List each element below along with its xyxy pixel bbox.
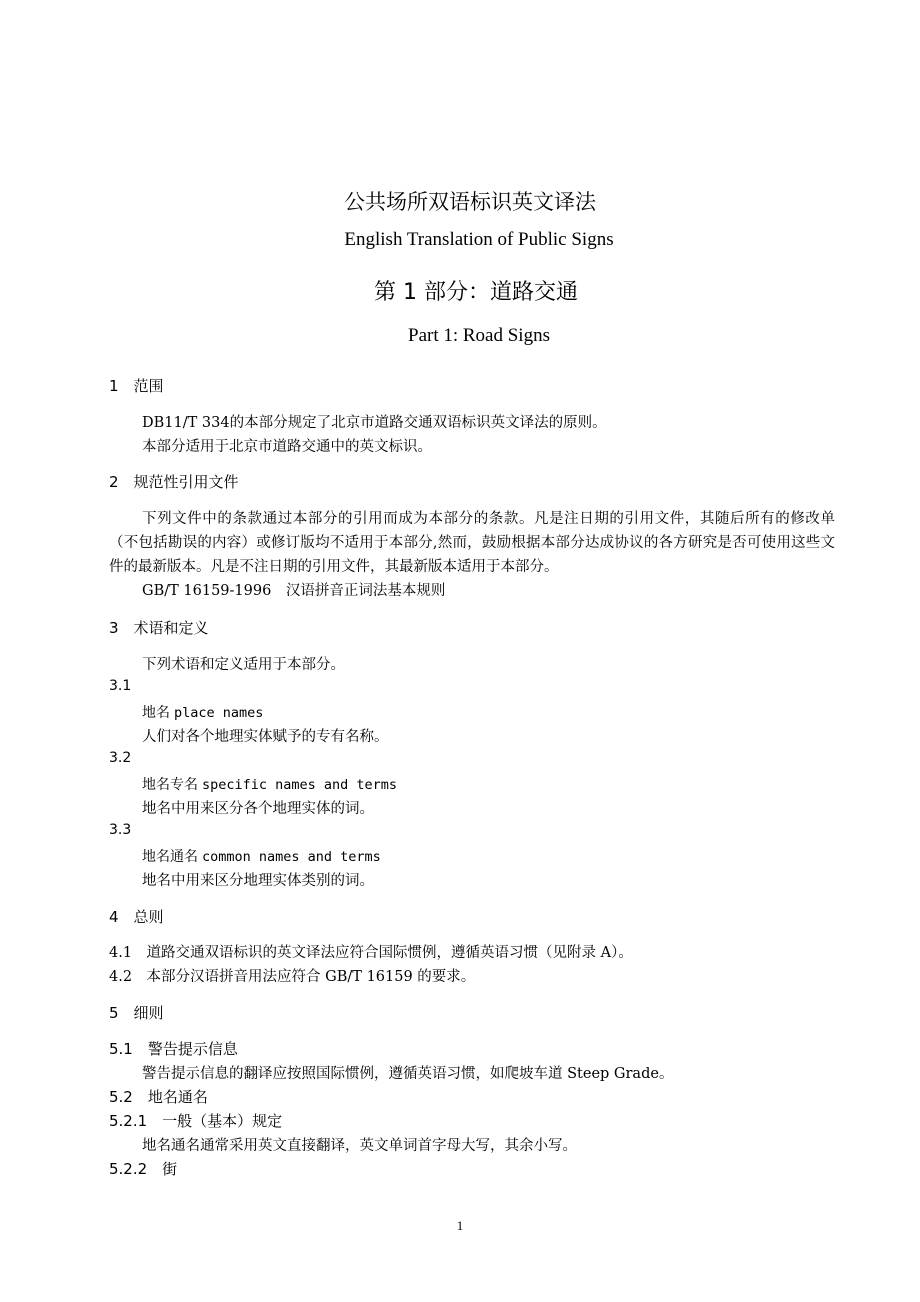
section-1-heading: 1 范围 (109, 377, 164, 395)
term-zh: 地名专名 (142, 777, 198, 793)
section-5-heading: 5 细则 (109, 1004, 164, 1022)
section-2-heading: 2 规范性引用文件 (109, 473, 239, 491)
term-number: 3.3 (109, 822, 132, 838)
title-en: English Translation of Public Signs (344, 229, 614, 250)
term-en: specific names and terms (202, 777, 398, 793)
term-heading (142, 774, 397, 794)
term-zh: 地名通名 (142, 849, 198, 865)
title-zh: 公共场所双语标识英文译法 (344, 190, 596, 214)
s1-paragraph-1: DB11/T 334的本部分规定了北京市道路交通双语标识英文译法的原则。 (142, 415, 607, 431)
term-en: common names and terms (202, 849, 381, 865)
section-3-heading: 3 术语和定义 (109, 619, 209, 637)
term-number: 3.2 (109, 750, 132, 766)
term-definition: 地名中用来区分地理实体类别的词。 (142, 873, 374, 889)
term-heading (142, 846, 381, 866)
s2-reference: GB/T 16159-1996 汉语拼音正词法基本规则 (142, 583, 446, 599)
term-definition: 人们对各个地理实体赋予的专有名称。 (142, 729, 389, 745)
section-5-1-heading: 5.1 警告提示信息 (109, 1040, 238, 1058)
page-number: 1 (456, 1218, 464, 1233)
section-5-2-1-heading: 5.2.1 一般（基本）规定 (109, 1112, 283, 1130)
s2-paragraph: 下列文件中的条款通过本部分的引用而成为本部分的条款。凡是注日期的引用文件，其随后所有的修改单（不包括勘误的内容）或修订版均不适用于本部分,然而，鼓励根据本部分达成协议的各方研究是否可使用这些文件的最新版本。凡是不注日期的引用文件，其最新版本适用于本部分。 (109, 511, 835, 575)
section-5-2-heading: 5.2 地名通名 (109, 1088, 208, 1106)
term-zh: 地名 (142, 705, 170, 721)
term-definition: 地名中用来区分各个地理实体的词。 (142, 801, 374, 817)
s5-2-1-paragraph: 地名通名通常采用英文直接翻译，英文单词首字母大写，其余小写。 (142, 1138, 577, 1154)
s1-paragraph-2: 本部分适用于北京市道路交通中的英文标识。 (142, 439, 432, 455)
term-number: 3.1 (109, 678, 132, 694)
s3-intro: 下列术语和定义适用于本部分。 (142, 657, 345, 673)
part-title-en: Part 1: Road Signs (408, 325, 550, 346)
term-en: place names (174, 705, 264, 721)
part-title-zh: 第 1 部分：道路交通 (374, 280, 578, 305)
s5-1-paragraph: 警告提示信息的翻译应按照国际惯例，遵循英语习惯，如爬坡车道 Steep Grade。 (142, 1066, 674, 1082)
s4-item-2: 4.2 本部分汉语拼音用法应符合 GB/T 16159 的要求。 (109, 969, 476, 985)
section-5-2-2-heading: 5.2.2 街 (109, 1160, 178, 1178)
section-4-heading: 4 总则 (109, 908, 164, 926)
term-heading (142, 702, 263, 722)
s4-item-1: 4.1 道路交通双语标识的英文译法应符合国际惯例，遵循英语习惯（见附录 A）。 (109, 945, 633, 961)
